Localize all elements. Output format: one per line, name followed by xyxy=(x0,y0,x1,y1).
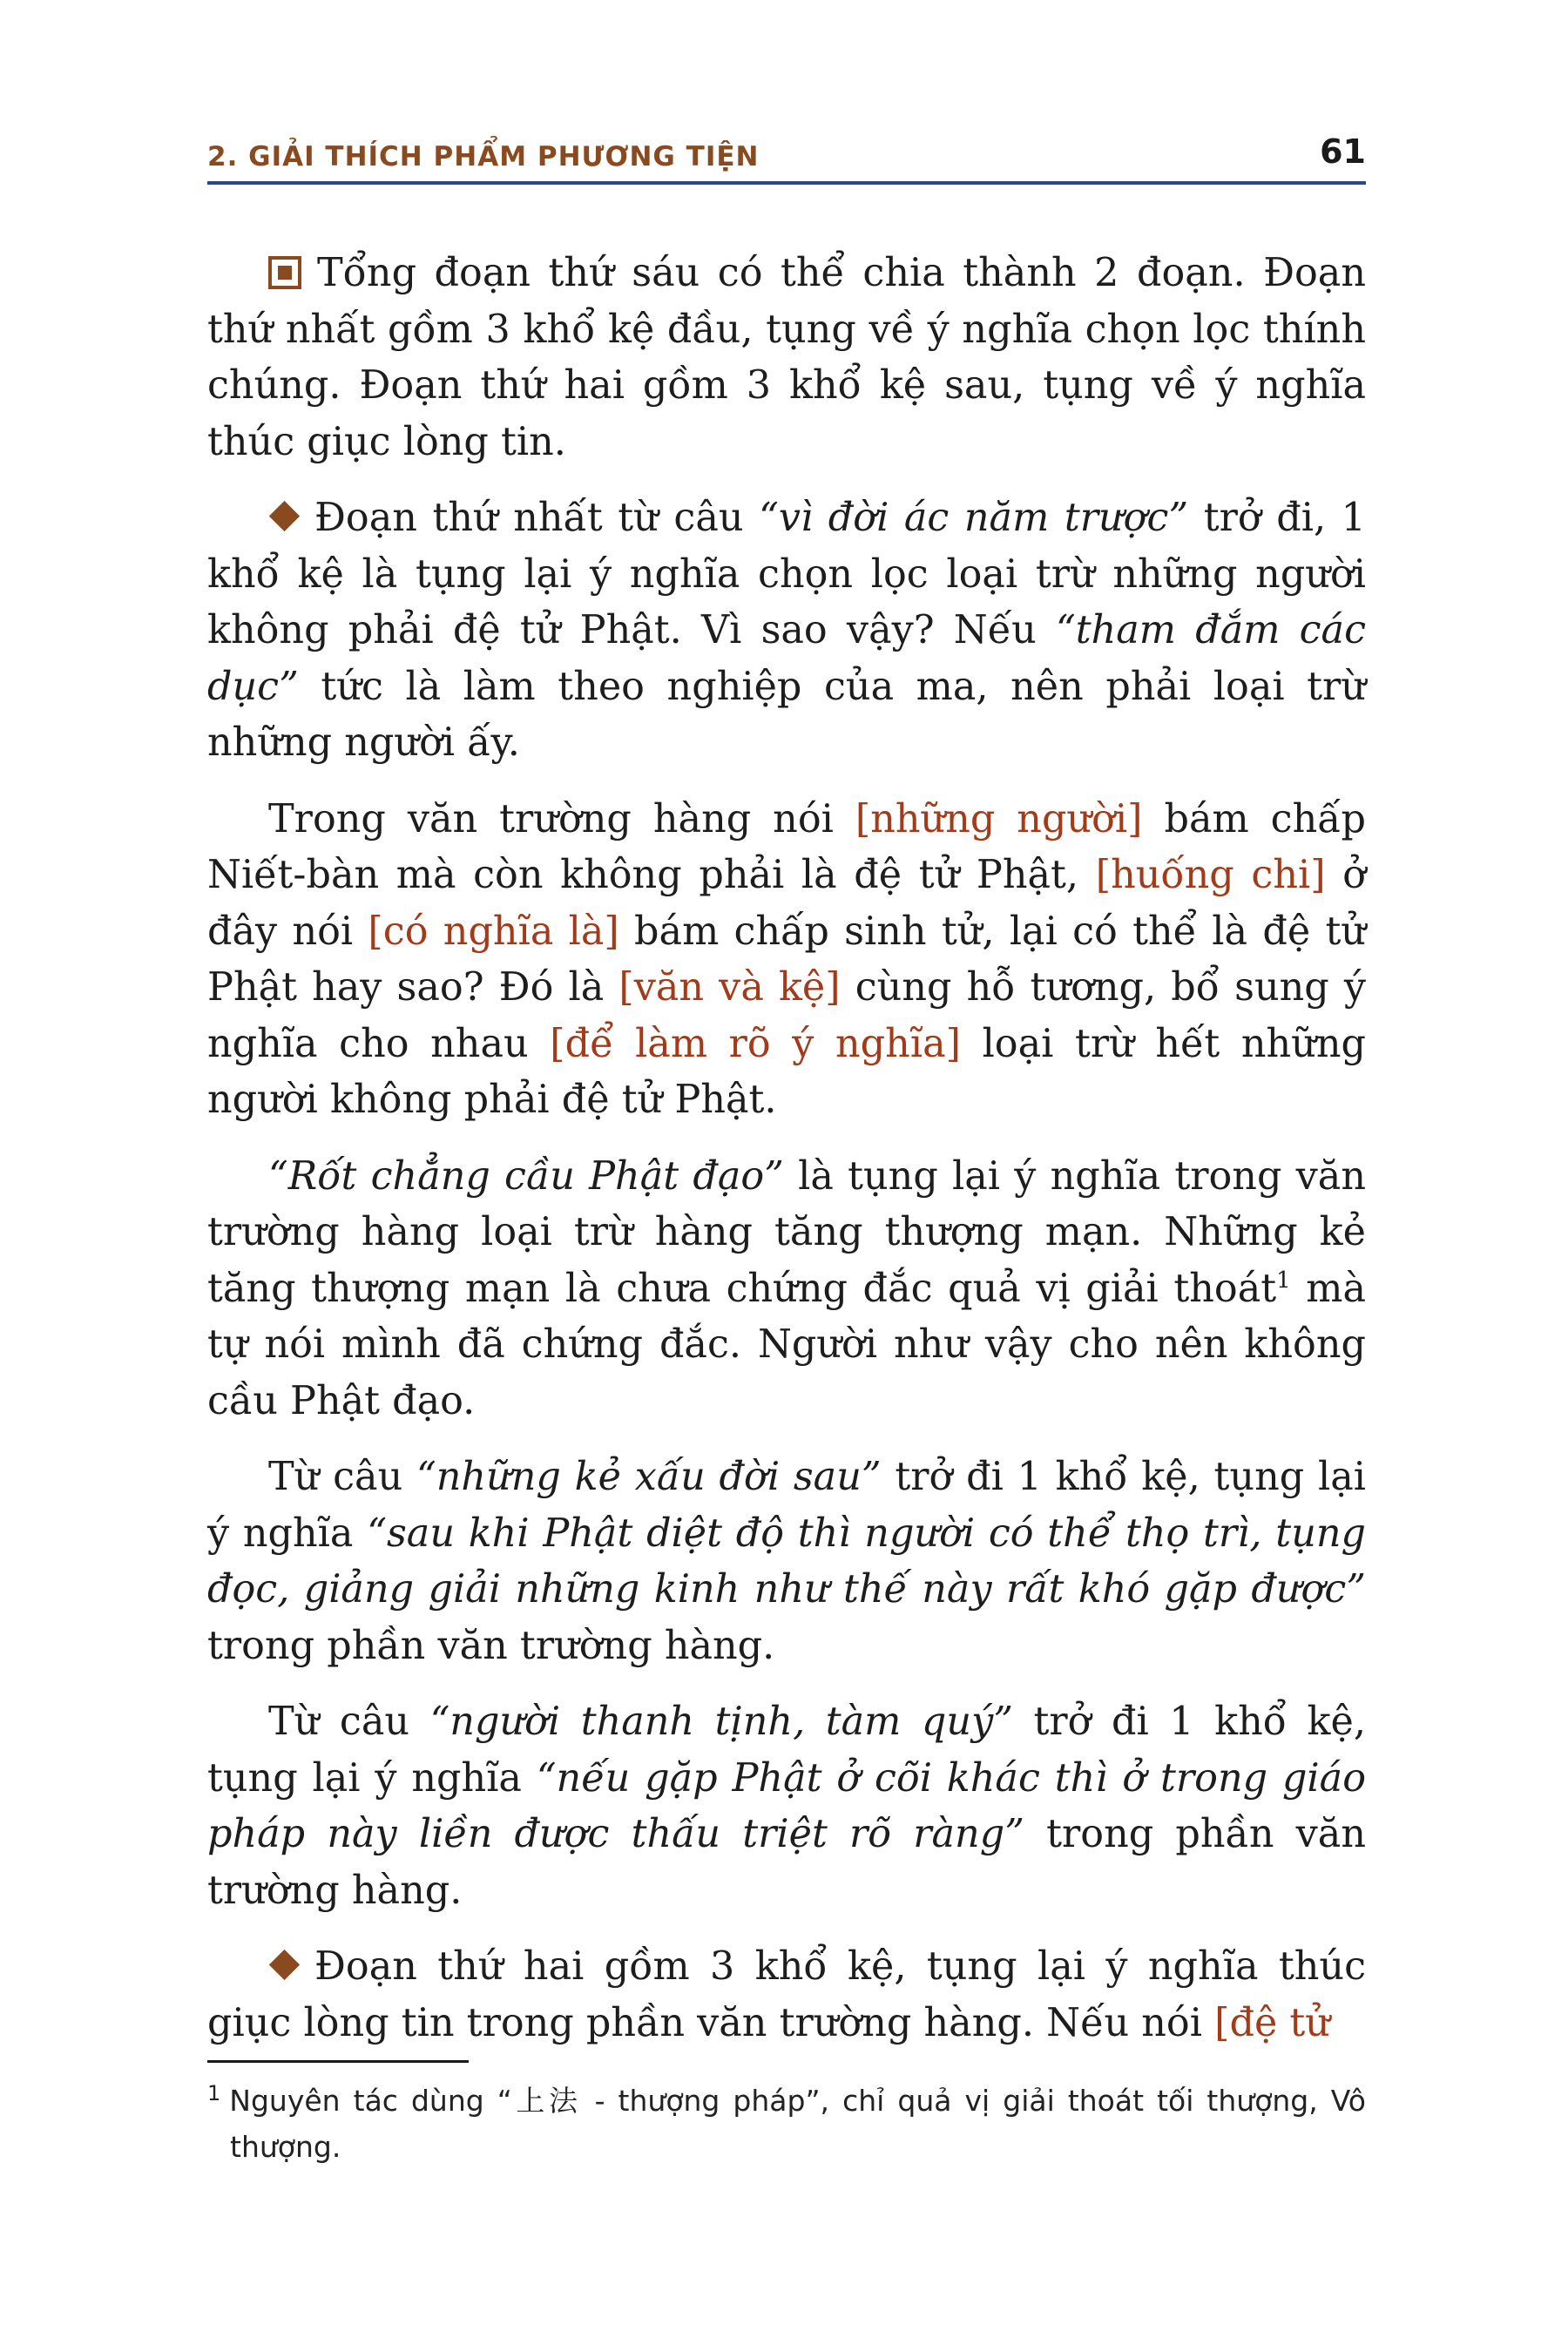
quote: “sau khi Phật diệt độ thì người có thể thọ trì, tụng đọc, giảng giải những kinh như thế này rất khó gặp được” xyxy=(207,1511,1367,1612)
text-run: Đoạn thứ nhất từ câu xyxy=(314,496,760,540)
text-run: trở đi 1 khổ kệ, tụng lại ý nghĩa xyxy=(207,1455,1366,1556)
paragraph-7 xyxy=(207,1939,1366,2051)
text-run: cùng hỗ tương, bổ sung ý nghĩa cho nhau xyxy=(207,965,1366,1066)
quote: “nếu gặp Phật ở cõi khác thì ở trong giáo pháp này liền được thấu triệt rõ ràng” xyxy=(207,1755,1366,1856)
page-number: 61 xyxy=(1320,132,1366,171)
paragraph-text: Tổng đoạn thứ sáu có thể chia thành 2 đoạn. Đoạn thứ nhất gồm 3 khổ kệ đầu, tụng về ý nghĩa chọn lọc thính chúng. Đoạn thứ hai gồm 3 khổ kệ sau, tụng về ý nghĩa thúc giục lòng tin. xyxy=(207,251,1366,464)
paragraph-4 xyxy=(207,1149,1366,1430)
text-run: trở đi, 1 khổ kệ là tụng lại ý nghĩa chọn lọc loại trừ những người không phải đệ tử Phật. Vì sao vậy? Nếu xyxy=(207,496,1366,652)
text-run: loại trừ hết những người không phải đệ tử Phật. xyxy=(207,1021,1367,1122)
quote: “tham đắm các dục” xyxy=(207,608,1366,709)
diamond-bullet-icon xyxy=(269,501,300,531)
quote: “Rốt chẳng cầu Phật đạo” xyxy=(268,1153,784,1199)
quote: “những kẻ xấu đời sau” xyxy=(416,1455,882,1499)
footnote-mark: 1 xyxy=(207,2081,221,2105)
running-header xyxy=(207,129,1366,185)
quote: “vì đời ác năm trược” xyxy=(759,496,1189,540)
text-run: ở đây nói xyxy=(207,853,1367,954)
bracket-note: [để làm rõ ý nghĩa] xyxy=(550,1021,961,1066)
text-run: mà tự nói mình đã chứng đắc. Người như vậy cho nên không cầu Phật đạo. xyxy=(207,1266,1366,1423)
paragraph-2 xyxy=(207,490,1366,772)
paragraph-6 xyxy=(207,1694,1366,1919)
bracket-note: [có nghĩa là] xyxy=(368,909,619,954)
paragraph-5 xyxy=(207,1450,1366,1674)
footnote-text: Nguyên tác dùng “上法 - thượng pháp”, chỉ quả vị giải thoát tối thượng, Vô thượng. xyxy=(229,2084,1366,2164)
bracket-note: [những người] xyxy=(855,796,1143,841)
quote: “người thanh tịnh, tàm quý” xyxy=(429,1700,1013,1744)
text-run: Từ câu xyxy=(268,1455,417,1499)
book-page xyxy=(207,0,1366,2352)
footnote-reference[interactable]: 1 xyxy=(1276,1267,1291,1294)
text-run: Từ câu xyxy=(268,1700,430,1744)
footnote-divider xyxy=(207,2060,469,2063)
text-run: là tụng lại ý nghĩa trong văn trường hàng loại trừ hàng tăng thượng mạn. Những kẻ tăng thượng mạn là chưa chứng đắc quả vị giải thoát xyxy=(207,1153,1367,1311)
text-run: bám chấp sinh tử, lại có thể là đệ tử Phật hay sao? Đó là xyxy=(207,909,1366,1010)
square-bullet-icon xyxy=(268,256,301,289)
bracket-note: [huống chi] xyxy=(1095,853,1326,897)
text-run: trở đi 1 khổ kệ, tụng lại ý nghĩa xyxy=(207,1700,1366,1801)
text-run: trong phần văn trường hàng. xyxy=(207,1623,775,1668)
text-run: trong phần văn trường hàng. xyxy=(207,1812,1366,1913)
text-run: Đoạn thứ hai gồm 3 khổ kệ, tụng lại ý nghĩa thúc giục lòng tin trong phần văn trường hàng. Nếu nói xyxy=(207,1944,1366,2045)
paragraph-3 xyxy=(207,792,1366,1129)
text-run: tức là làm theo nghiệp của ma, nên phải loại trừ những người ấy. xyxy=(207,664,1366,765)
text-run: Trong văn trường hàng nói xyxy=(268,796,855,841)
bracket-note: [đệ tử xyxy=(1214,2000,1330,2045)
chapter-title: 2. GIẢI THÍCH PHẨM PHƯƠNG TIỆN xyxy=(207,141,760,172)
footnote xyxy=(207,2078,1366,2170)
diamond-bullet-icon xyxy=(269,1950,300,1980)
body-text xyxy=(207,246,1366,2072)
text-run: bám chấp Niết-bàn mà còn không phải là đệ tử Phật, xyxy=(207,796,1366,897)
bracket-note: [văn và kệ] xyxy=(618,965,841,1010)
paragraph-1 xyxy=(207,246,1366,470)
